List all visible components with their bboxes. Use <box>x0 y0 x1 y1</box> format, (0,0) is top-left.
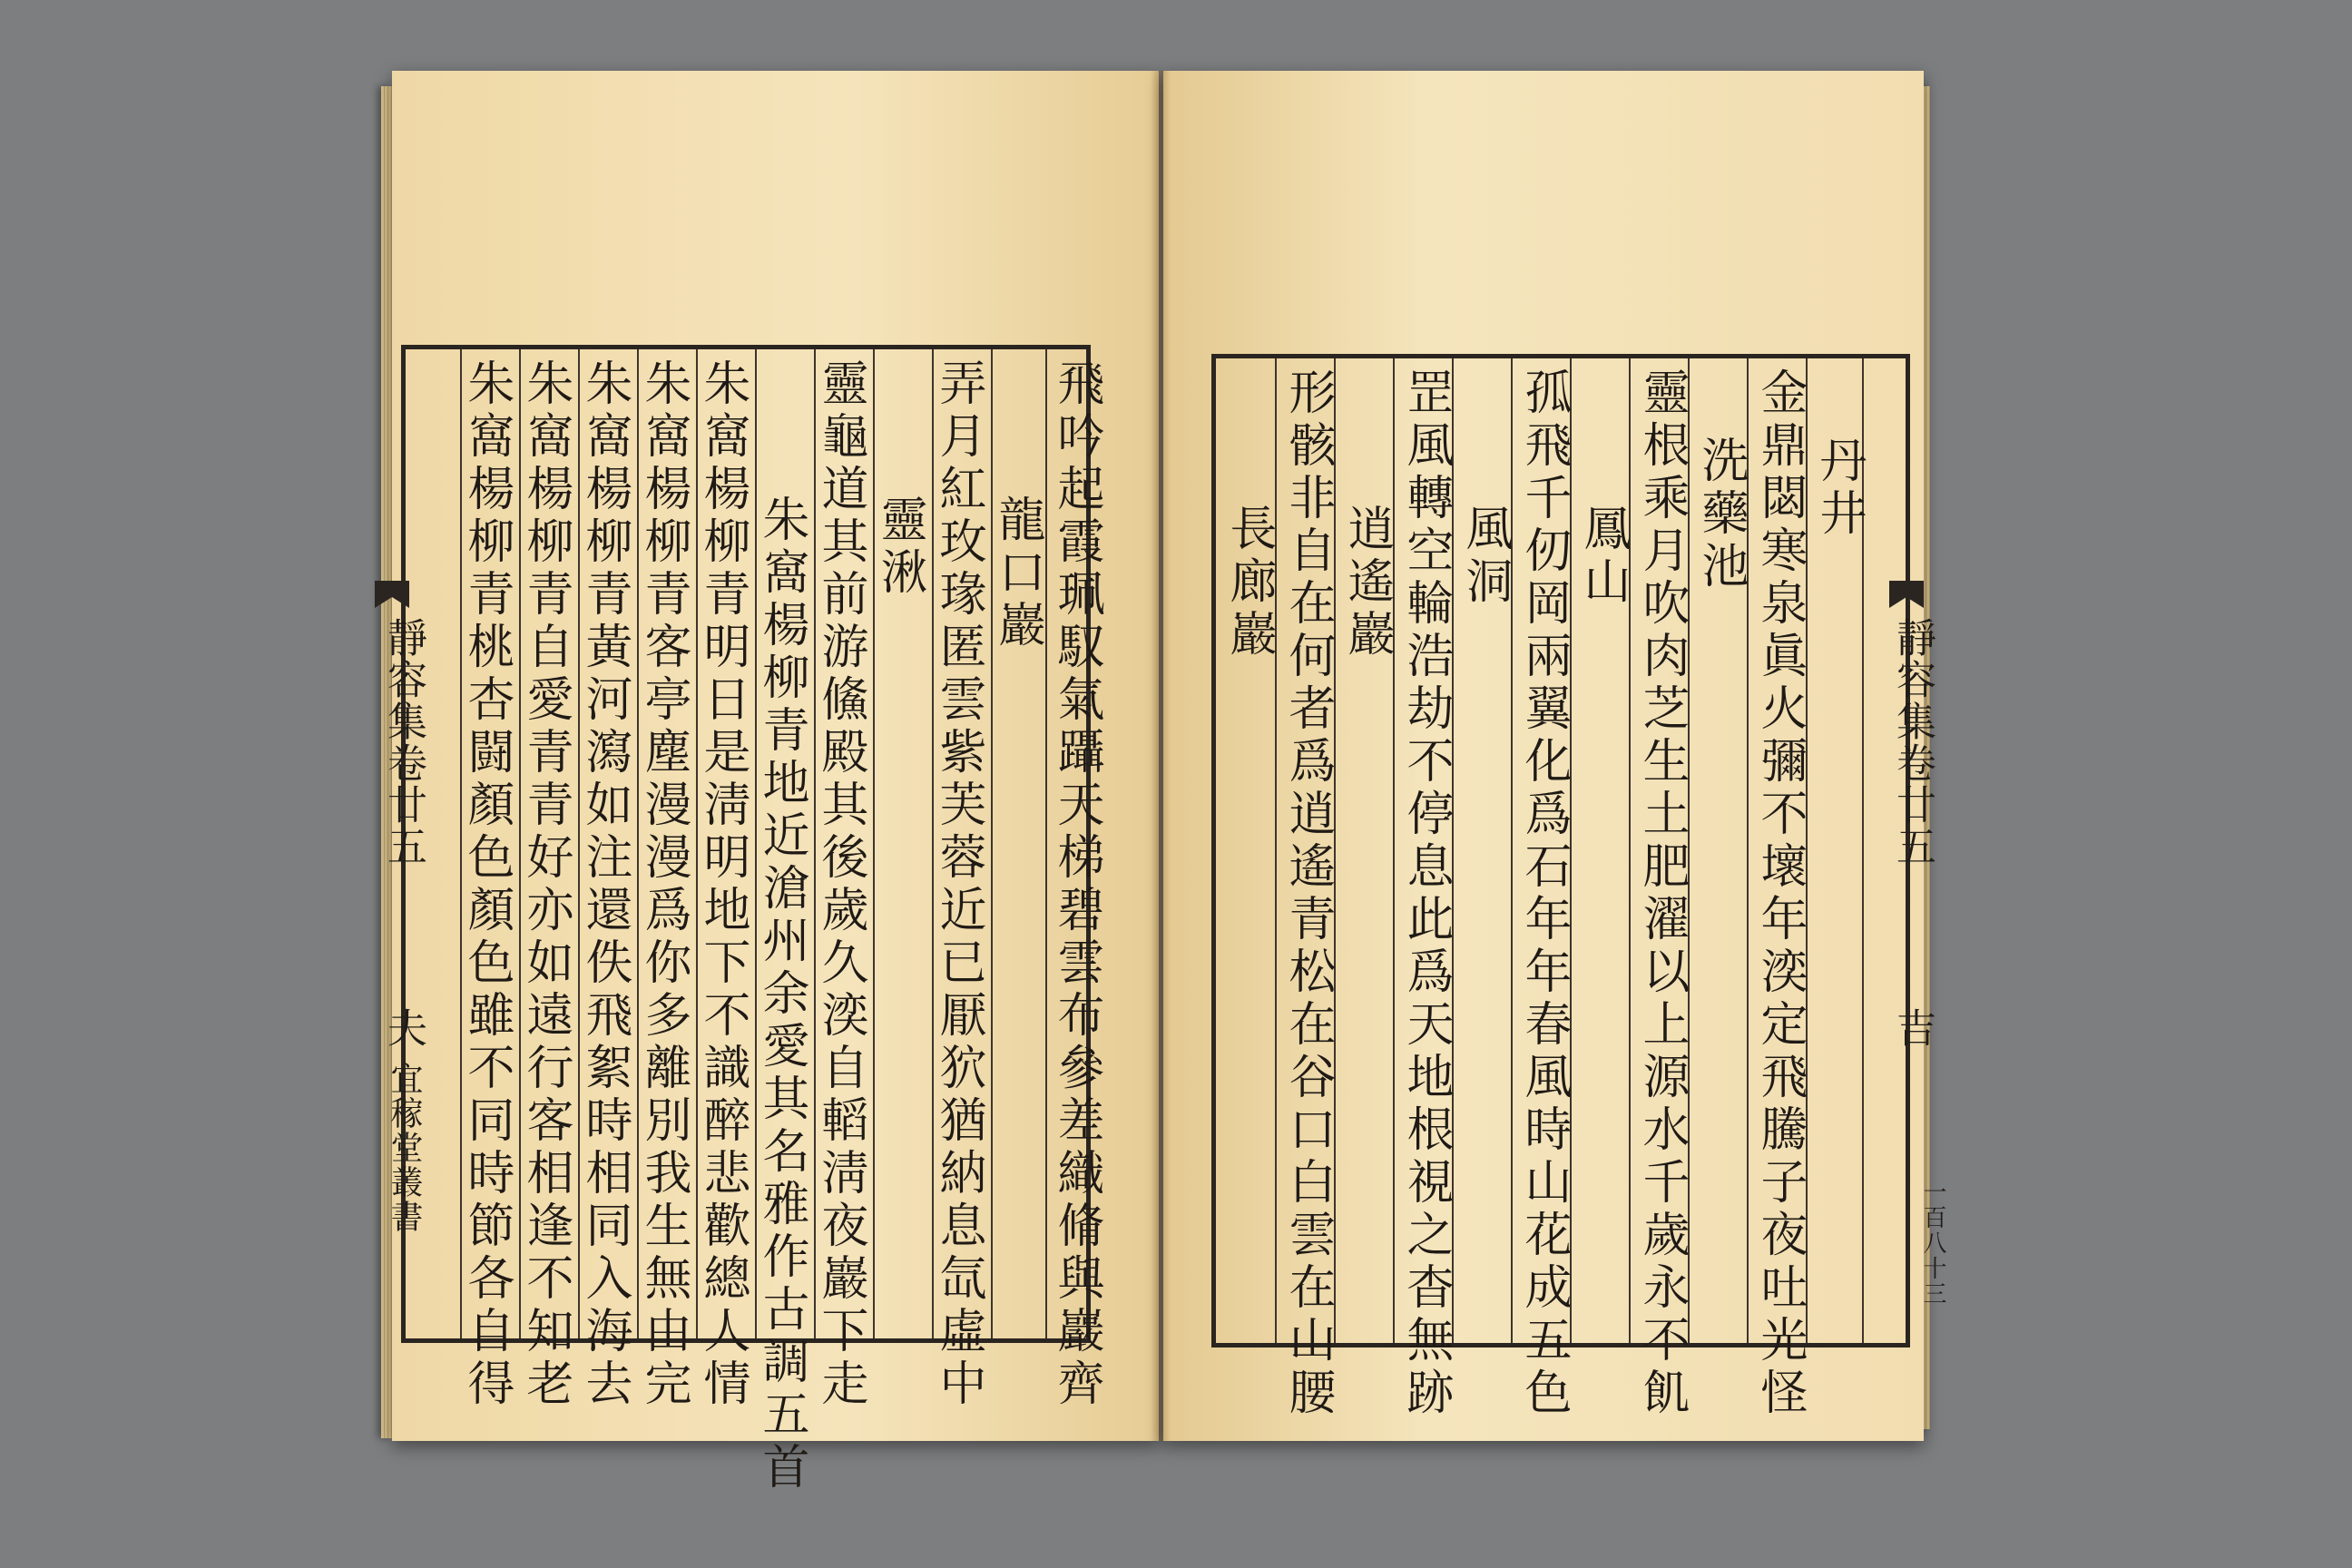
rule <box>1045 349 1047 1338</box>
right-margin-note: 一百八十三 <box>1919 1180 1946 1307</box>
left-margin-publisher: 宜稼堂叢書 <box>386 1062 423 1234</box>
left-col-11: 朱窩楊柳青桃杏闘顏色顏色雖不同時節各自得 <box>459 358 514 1411</box>
left-col-5: 靈龜道其前游鯈殿其後歲久湙自轁淸夜巖下走 <box>813 358 867 1411</box>
right-col-8: 罡風轉空輪浩劫不停息此爲天地根視之杳無跡 <box>1398 368 1453 1420</box>
right-col-3: 洗藥池 <box>1693 436 1748 593</box>
right-col-2: 金鼎閟寒泉眞火彌不壞年湙定飛騰子夜吐光怪 <box>1752 368 1807 1420</box>
right-col-9: 逍遙巖 <box>1339 504 1394 662</box>
left-col-4: 靈湫 <box>872 495 926 600</box>
left-col-9: 朱窩楊柳青黃河瀉如注還佚飛絮時相同入海去 <box>577 358 632 1411</box>
right-col-4: 靈根乘月吹肉芝生土肥濯以上源水千歲永不飢 <box>1634 368 1689 1420</box>
right-col-5: 鳳山 <box>1575 504 1630 609</box>
right-col-1: 丹井 <box>1811 436 1866 541</box>
left-col-8: 朱窩楊柳青客亭塵漫漫爲你多離別我生無由完 <box>636 358 691 1411</box>
right-margin-page: 吉 <box>1889 1007 1936 1049</box>
right-margin-title: 靜容集卷廿五 <box>1889 617 1936 867</box>
right-col-7: 風洞 <box>1457 504 1512 609</box>
book-gutter <box>1151 71 1171 1441</box>
right-col-11: 長廊巖 <box>1221 504 1276 662</box>
left-margin-page: 夫 <box>380 1007 426 1049</box>
right-col-10: 形骸非自在何者爲逍遙青松在谷口白雲在山腰 <box>1280 368 1335 1420</box>
left-col-6: 朱窩楊柳青地近滄州余愛其名雅作古調五首 <box>754 495 808 1494</box>
left-col-10: 朱窩楊柳青自愛青青好亦如遠行客相逢不知老 <box>518 358 573 1411</box>
left-col-2: 龍口巖 <box>990 495 1044 652</box>
left-col-3: 弄月紅玫瑑匿雲紫芙蓉近已厭狖猶納息氙虛中 <box>931 358 985 1411</box>
left-col-1: 飛吟起霞珮馭氣躡天梯碧雲布參差織脩與巖齊 <box>1049 358 1103 1411</box>
left-margin-title: 靜容集卷廿五 <box>380 617 426 867</box>
left-col-7: 朱窩楊柳青明日是淸明地下不識醉悲歡總人情 <box>695 358 750 1411</box>
right-col-6: 孤飛千仞岡兩翼化爲石年年春風時山花成五色 <box>1516 368 1571 1420</box>
